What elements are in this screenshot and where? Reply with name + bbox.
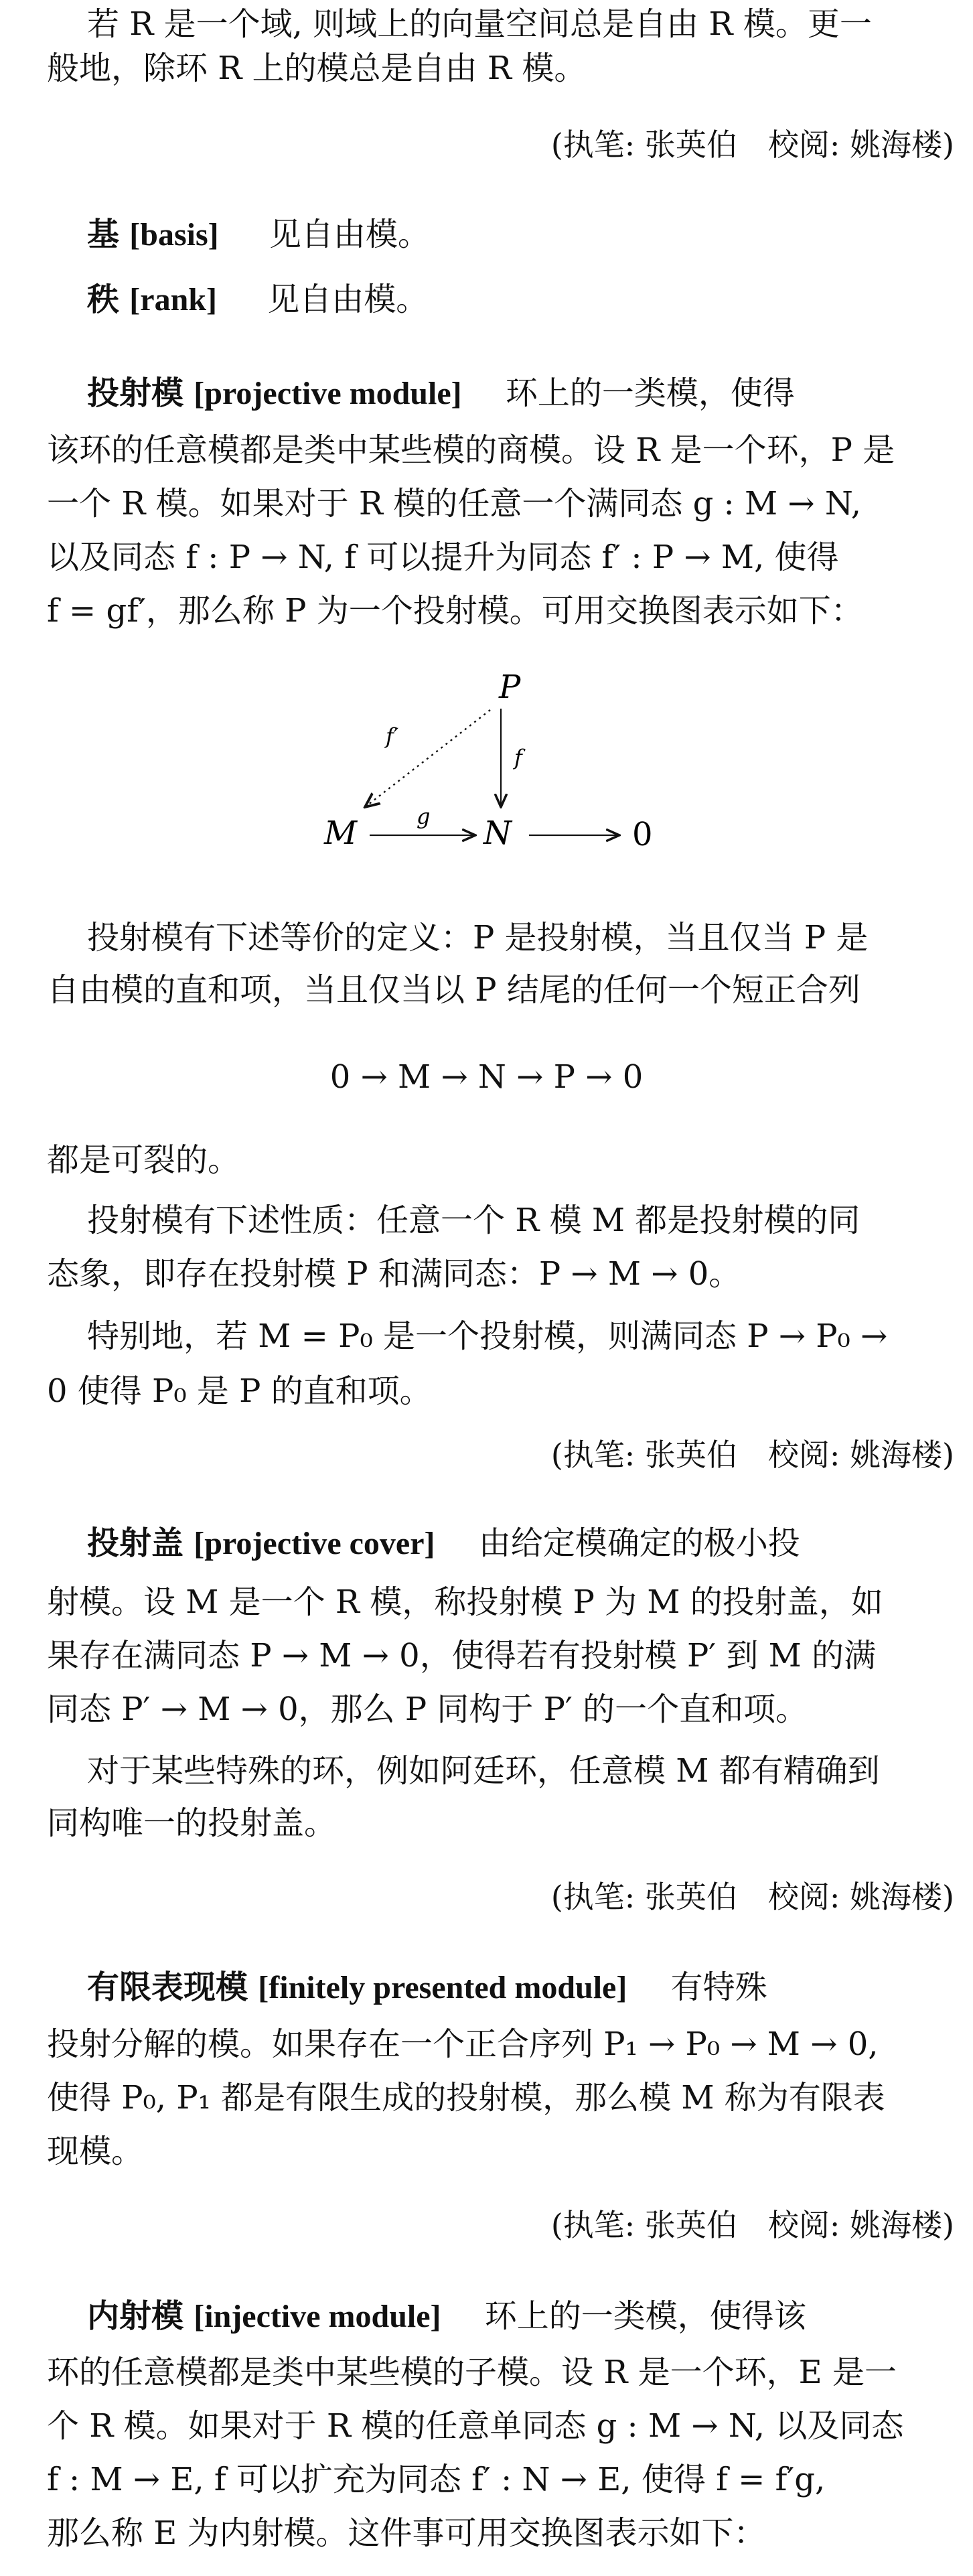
diagram-label-g: g	[417, 804, 431, 829]
diagram-label-f: f	[514, 745, 522, 770]
author-signature: (执笔: 张英伯 校阅: 姚海楼)	[550, 1879, 954, 1915]
text-line: 投射模有下述等价的定义：P 是投射模，当且仅当 P 是	[87, 919, 869, 956]
text-line: 那么称 E 为内射模。这件事可用交换图表示如下：	[47, 2514, 766, 2552]
author-signature: (执笔: 张英伯 校阅: 姚海楼)	[550, 127, 954, 163]
entry-body: 环上的一类模，使得	[505, 374, 795, 412]
entry-projective-cover	[87, 1522, 958, 1565]
text-line: f : M → E, f 可以扩充为同态 f′ : N → E, 使得 f = f′g,	[47, 2461, 826, 2498]
entry-term: 内射模	[87, 2297, 184, 2335]
entry-body: 见自由模。	[267, 281, 429, 318]
entry-english: [injective module]	[194, 2299, 441, 2334]
author-signature: (执笔: 张英伯 校阅: 姚海楼)	[550, 1437, 954, 1473]
entry-english: [rank]	[129, 282, 217, 317]
diagram-node-m: M	[324, 814, 358, 852]
entry-term: 投射模	[87, 374, 184, 412]
text-line: 同构唯一的投射盖。	[47, 1804, 337, 1842]
diagram-node-p: P	[499, 668, 521, 706]
text-line: 一个 R 模。如果对于 R 模的任意一个满同态 g : M → N,	[47, 485, 862, 522]
text-line: 果存在满同态 P → M → 0，使得若有投射模 P′ 到 M 的满	[47, 1637, 877, 1674]
text-line: 同态 P′ → M → 0，那么 P 同构于 P′ 的一个直和项。	[47, 1691, 808, 1728]
text-line: f = gf′，那么称 P 为一个投射模。可用交换图表示如下：	[47, 592, 863, 630]
entry-injective-module	[87, 2295, 958, 2338]
text-line: 个 R 模。如果对于 R 模的任意单同态 g : M → N, 以及同态	[47, 2407, 904, 2445]
text-line: 环的任意模都是类中某些模的子模。设 R 是一个环，E 是一	[47, 2354, 897, 2391]
text-line: 射模。设 M 是一个 R 模，称投射模 P 为 M 的投射盖，如	[47, 1583, 883, 1621]
author-signature: (执笔: 张英伯 校阅: 姚海楼)	[550, 2207, 954, 2243]
entry-body: 见自由模。	[269, 216, 430, 253]
text-line: 若 R 是一个域, 则域上的向量空间总是自由 R 模。更一	[87, 5, 872, 43]
text-line: 都是可裂的。	[47, 1141, 240, 1179]
text-line: 该环的任意模都是类中某些模的商模。设 R 是一个环，P 是	[47, 431, 895, 469]
entry-finitely-presented-module	[87, 1966, 958, 2009]
text-line: 态象，即存在投射模 P 和满同态：P → M → 0。	[47, 1255, 741, 1293]
entry-body: 由给定模确定的极小投	[478, 1524, 800, 1562]
text-line: 投射模有下述性质：任意一个 R 模 M 都是投射模的同	[87, 1202, 860, 1239]
text-line: 般地，除环 R 上的模总是自由 R 模。	[47, 50, 587, 87]
text-line: 自由模的直和项，当且仅当以 P 结尾的任何一个短正合列	[47, 971, 860, 1009]
text-line: 对于某些特殊的环，例如阿廷环，任意模 M 都有精确到	[87, 1752, 880, 1790]
entry-term: 基	[87, 216, 120, 253]
diagram-label-fprime: f′	[386, 723, 399, 749]
diagram-node-n: N	[483, 814, 512, 852]
text-line: 现模。	[47, 2133, 144, 2170]
entry-english: [basis]	[129, 217, 219, 253]
arrow-fprime	[365, 710, 490, 807]
entry-term: 秩	[87, 281, 120, 318]
text-line: 0 使得 P₀ 是 P 的直和项。	[47, 1372, 432, 1410]
text-line: 特别地，若 M = P₀ 是一个投射模，则满同态 P → P₀ →	[87, 1317, 888, 1355]
diagram-node-zero: 0	[632, 816, 653, 853]
entry-body: 有特殊	[670, 1969, 767, 2006]
text-line: 使得 P₀, P₁ 都是有限生成的投射模，那么模 M 称为有限表	[47, 2079, 885, 2117]
entry-body: 环上的一类模，使得该	[484, 2297, 806, 2335]
text-line: 以及同态 f : P → N, f 可以提升为同态 f′ : P → M, 使得	[47, 539, 839, 576]
entry-english: [finitely presented module]	[258, 1970, 627, 2005]
entry-english: [projective module]	[194, 376, 462, 411]
entry-term: 投射盖	[87, 1524, 184, 1562]
entry-english: [projective cover]	[194, 1526, 435, 1561]
text-line: 投射分解的模。如果存在一个正合序列 P₁ → P₀ → M → 0,	[47, 2025, 879, 2063]
display-equation: 0 → M → N → P → 0	[329, 1058, 644, 1096]
entry-term: 有限表现模	[87, 1969, 248, 2006]
